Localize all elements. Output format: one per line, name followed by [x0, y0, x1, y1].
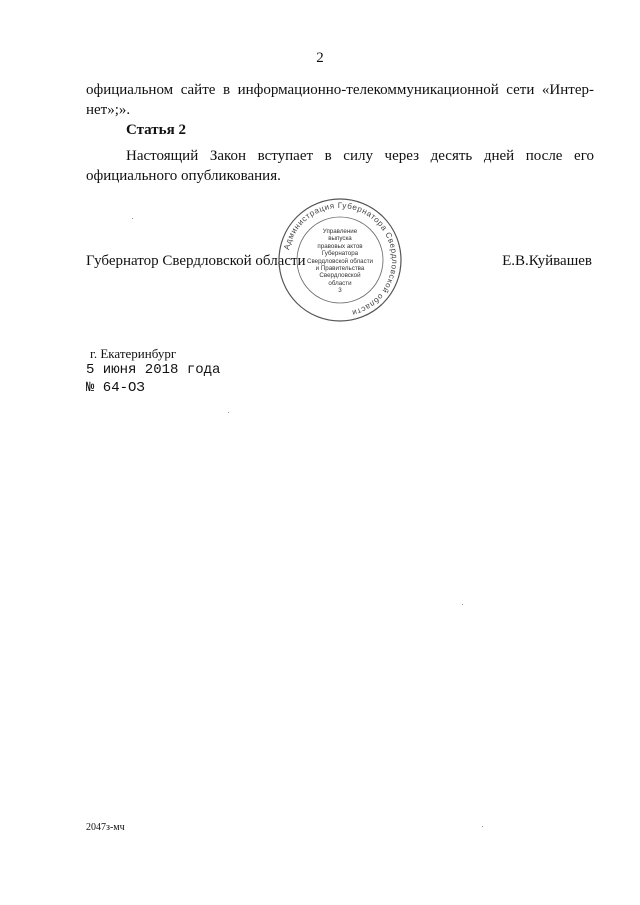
- signatory-name: Е.В.Куйвашев: [502, 253, 592, 269]
- continued-paragraph: официальном сайте в информационно-телекоммуникационной сети «Интер-нет»;».: [86, 82, 594, 118]
- scan-speck: [462, 604, 463, 605]
- article-heading: Статья 2: [126, 122, 186, 138]
- stamp-line: правовых актов: [317, 242, 363, 250]
- stamp-ring-text: Администрация Губернатора Свердловской области: [282, 200, 400, 318]
- stamp-line: Свердловской области: [306, 257, 373, 265]
- stamp-line: Свердловской: [319, 272, 361, 280]
- signatory-title: Губернатор Свердловской области: [86, 253, 306, 269]
- stamp-line: области: [328, 279, 352, 287]
- article-text: Настоящий Закон вступает в силу через десять дней после его официального опубликования.: [86, 148, 594, 184]
- document-code: 2047з-мч: [86, 822, 125, 833]
- issue-date: 5 июня 2018 года: [86, 362, 221, 378]
- stamp-line: и Правительства: [315, 265, 365, 273]
- page-number: 2: [316, 50, 324, 66]
- stamp-inner-text: [306, 228, 374, 295]
- official-stamp: [276, 196, 404, 324]
- stamp-line: Губернатора: [321, 250, 359, 258]
- scan-speck: [482, 826, 483, 827]
- scan-speck: [132, 218, 133, 219]
- law-number: № 64-ОЗ: [86, 380, 145, 396]
- stamp-line: выпуска: [328, 235, 352, 243]
- stamp-line: 3: [338, 287, 342, 295]
- stamp-line: Управление: [322, 228, 358, 235]
- scan-speck: [228, 412, 229, 413]
- issue-city: г. Екатеринбург: [90, 346, 177, 361]
